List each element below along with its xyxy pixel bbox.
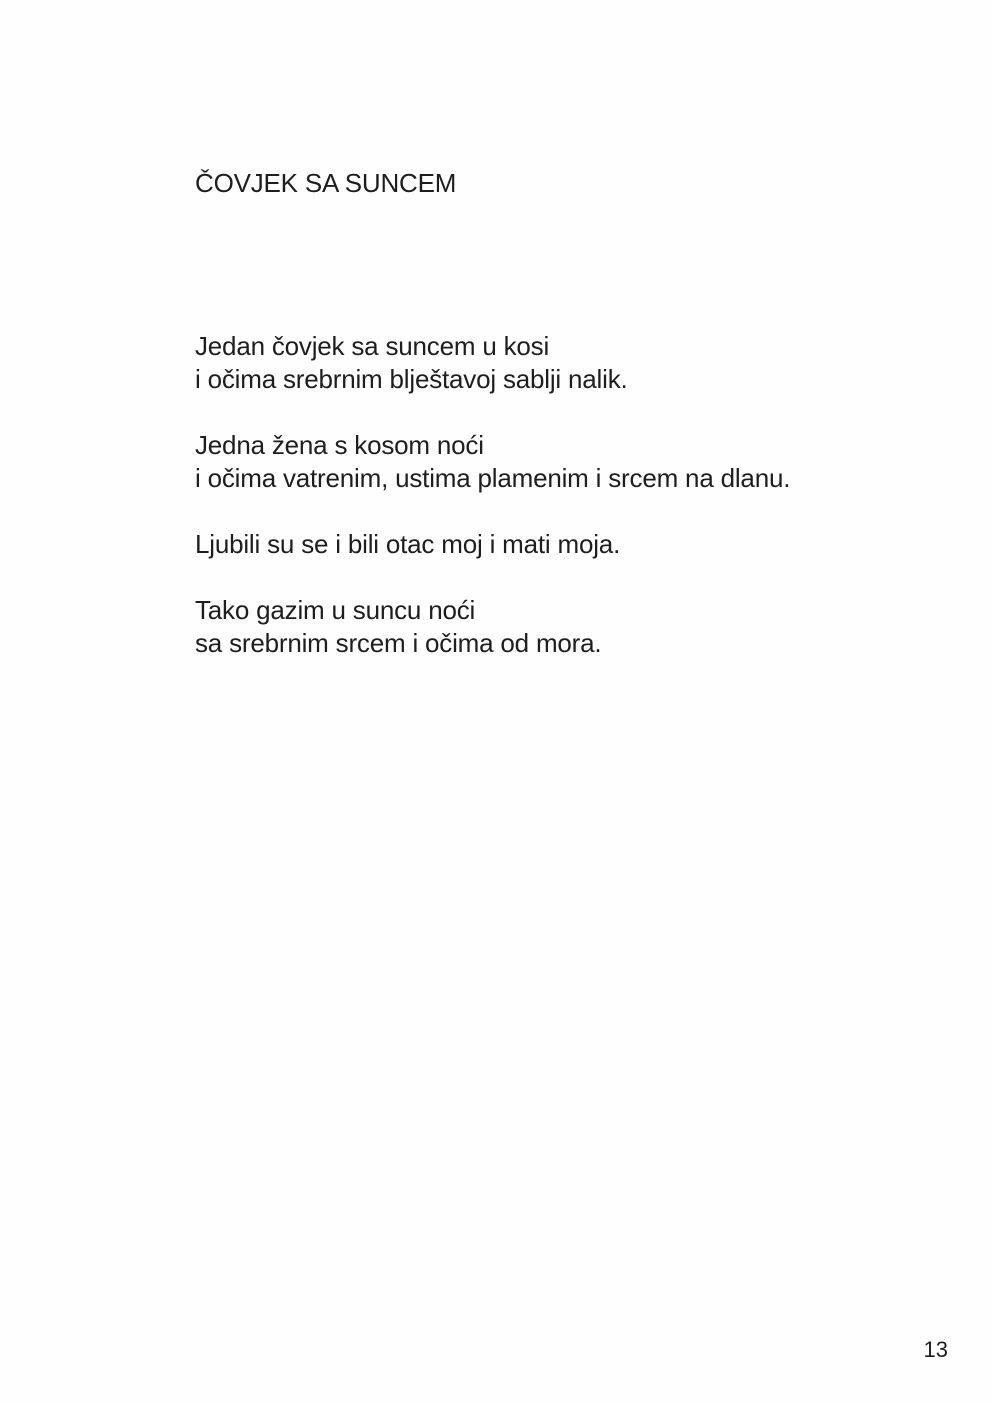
poem-line: Jedna žena s kosom noći	[195, 430, 484, 460]
poem-body	[195, 330, 955, 660]
poem-line: Tako gazim u suncu noći	[195, 595, 476, 625]
stanza-3	[195, 528, 955, 561]
poem-title: ČOVJEK SA SUNCEM	[195, 168, 457, 198]
poem-line: Jedan čovjek sa suncem u kosi	[195, 331, 550, 361]
stanza-4	[195, 594, 955, 660]
stanza-2	[195, 429, 955, 495]
stanza-1	[195, 330, 955, 396]
poem-line: Ljubili su se i bili otac moj i mati moja.	[195, 529, 621, 559]
poem-line: i očima srebrnim blještavoj sablji nalik.	[195, 364, 628, 394]
page-number: 13	[923, 1337, 948, 1362]
poem-line: i očima vatrenim, ustima plamenim i srcem na dlanu.	[195, 463, 791, 493]
poem-line: sa srebrnim srcem i očima od mora.	[195, 628, 602, 658]
